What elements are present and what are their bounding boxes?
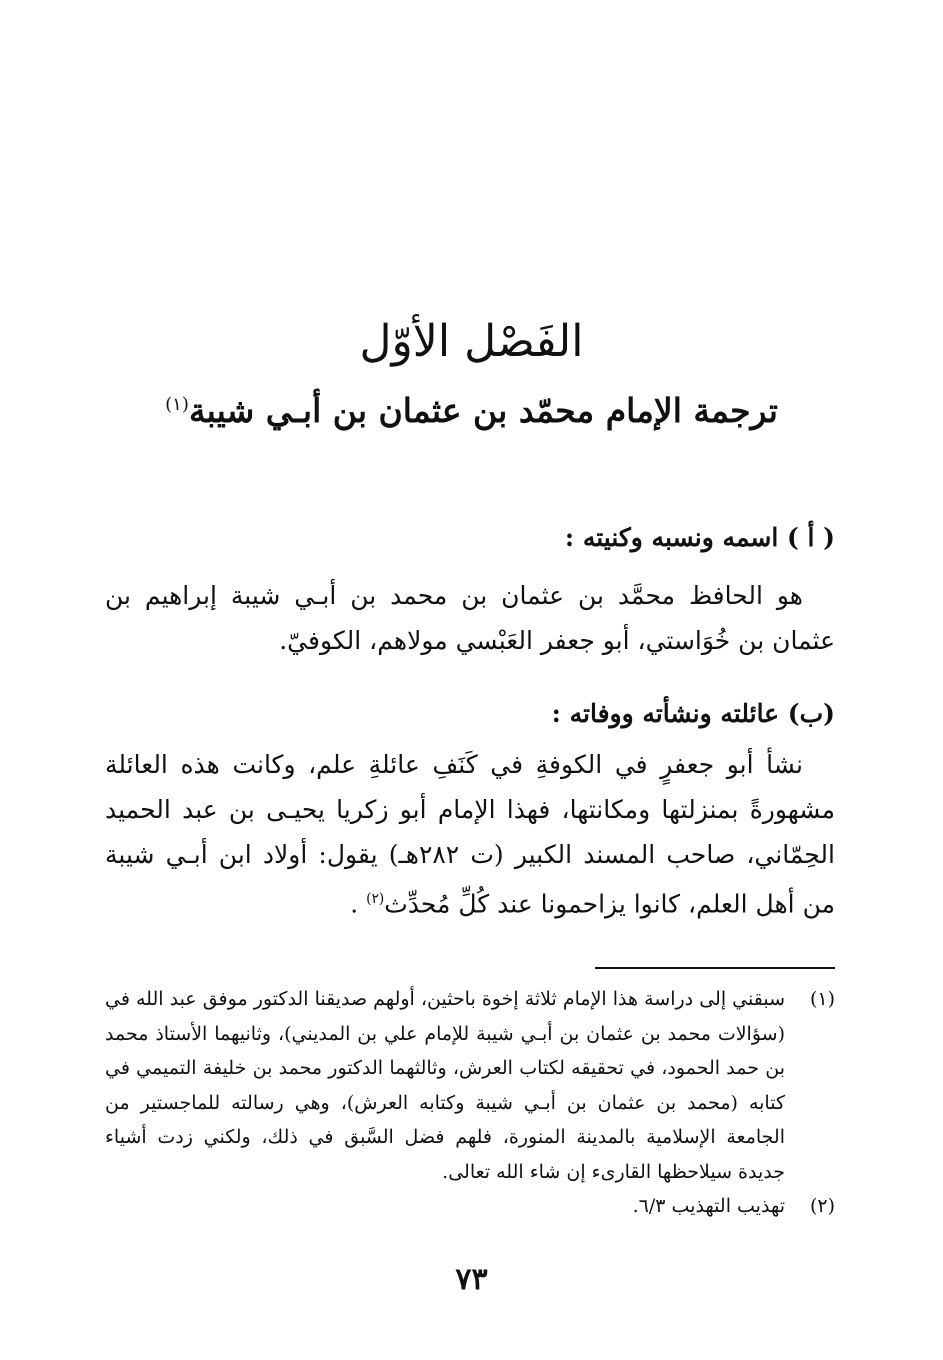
paragraph-text: هو الحافظ محمَّد بن عثمان بن محمد بن أبـي شيبة إبراهيم بن عثمان بن خُوَاستي، أبو جعفر العَبْسي مولاهم، الكوفيّ.: [105, 581, 835, 655]
section-paragraph-family: [105, 742, 835, 926]
paragraph-end: .: [350, 889, 367, 919]
section-paragraph-name: [105, 573, 835, 663]
footnote-divider: [595, 967, 835, 969]
footnote-text: تهذيب التهذيب ٦/٣.: [632, 1195, 785, 1217]
footnote-text: سبقني إلى دراسة هذا الإمام ثلاثة إخوة باحثين، أولهم صديقنا الدكتور موفق عبد الله في (سؤالات محمد بن عثمان بن أبـي شيبة للإمام علي بن المديني)، وثانيهما الأستاذ محمد بن حمد الحمود، في تحقيقه لكتاب العرش، وثالثهما الدكتور محمد بن خليفة التميمي في كتابه (محمد بن عثمان بن أبـي شيبة وكتابه العرش)، وهي رسالته للماجستير من الجامعة الإسلامية بالمدينة المنورة، فلهم فضل السَّبق في ذلك، ولكني زدت أشياء جديدة سيلاحظها القارىء إن شاء الله تعالى.: [105, 988, 785, 1183]
footnote-ref-1: (١): [165, 394, 189, 415]
footnote-1: [105, 982, 835, 1189]
section-heading-name: ( أ ) اسمه ونسبه وكنيته :: [564, 523, 835, 552]
chapter-subtitle: [0, 378, 943, 438]
footnote-number: (٢): [809, 1195, 835, 1217]
footnote-number: (١): [809, 988, 835, 1010]
footnote-2: [105, 1189, 835, 1224]
page-number: ٧٣: [455, 1262, 488, 1297]
section-heading-family: (ب) عائلته ونشأته ووفاته :: [551, 699, 835, 728]
footnote-ref-2: (٢): [366, 891, 385, 907]
paragraph-text: [105, 742, 835, 926]
chapter-subtitle-text: ترجمة الإمام محمّد بن عثمان بن أبـي شيبة: [188, 391, 778, 430]
paragraph-body: نشأ أبو جعفرٍ في الكوفةِ في كَنَفِ عائلةِ علم، وكانت هذه العائلة مشهورةً بمنزلتها ومكانتها، فهذا الإمام أبو زكريا يحيـى بن عبد الحميد الحِمّاني، صاحب المسند الكبير (ت ٢٨٢هـ) يقول: أولاد ابن أبـي شيبة من أهل العلم، كانوا يزاحمونا عند كُلِّ مُحدِّث: [105, 750, 835, 919]
footnotes: [105, 982, 835, 1224]
chapter-title: الفَصْل الأوّل: [359, 316, 584, 367]
